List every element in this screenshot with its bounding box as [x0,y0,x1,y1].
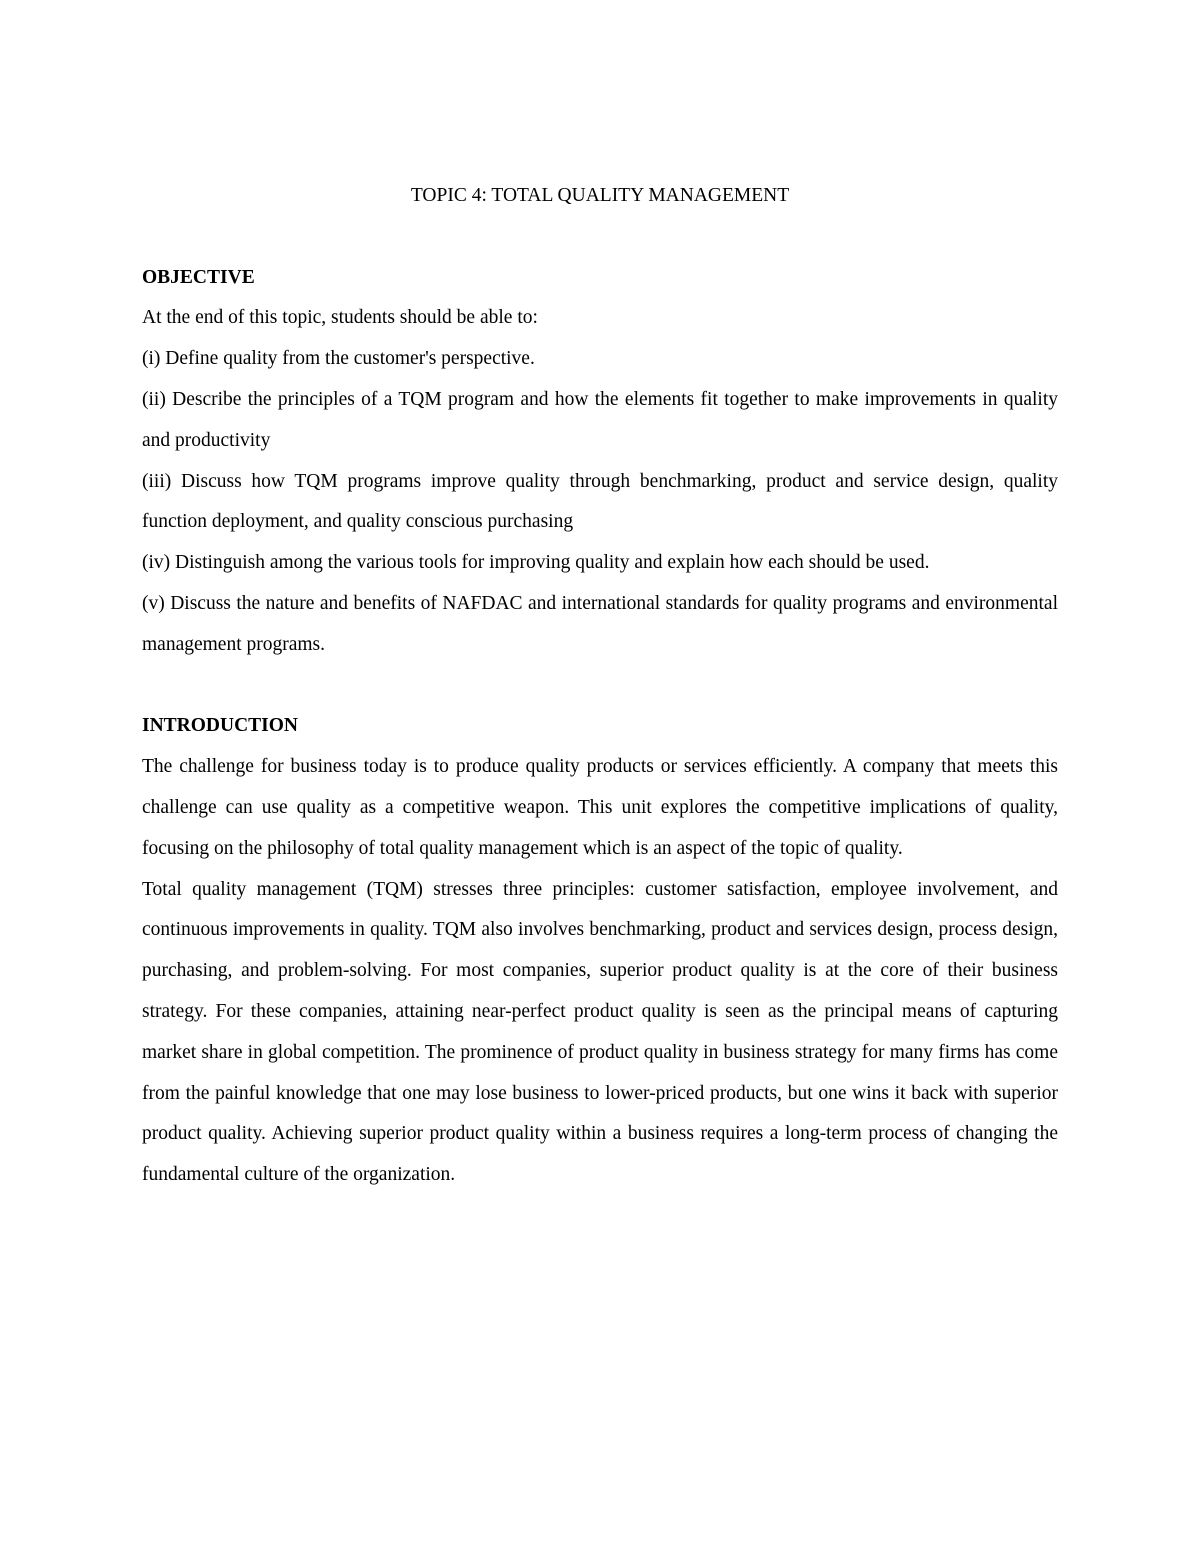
objective-heading: OBJECTIVE [142,266,255,288]
document-body [142,176,1058,1196]
section-spacer [142,666,1058,707]
objective-item: (ii) Describe the principles of a TQM program and how the elements fit together to make improvements in quality and productivity [142,388,1058,451]
introduction-paragraph: Total quality management (TQM) stresses three principles: customer satisfaction, employee involvement, and continuous improvements in quality. TQM also involves benchmarking, product and services design, process design, purchasing, and problem-solving. For most companies, superior product quality is at the core of their business strategy. For these companies, attaining near-perfect product quality is seen as the principal means of capturing market share in global competition. The prominence of product quality in business strategy for many firms has come from the painful knowledge that one may lose business to lower-priced products, but one wins it back with superior product quality. Achieving superior product quality within a business requires a long-term process of changing the fundamental culture of the organization. [142,878,1058,1186]
document-title: TOPIC 4: TOTAL QUALITY MANAGEMENT [410,185,790,206]
objective-item: (iv) Distinguish among the various tools for improving quality and explain how each should be used. [142,552,930,574]
introduction-heading: INTRODUCTION [142,715,299,737]
objective-item: (iii) Discuss how TQM programs improve quality through benchmarking, product and service design, quality function deployment, and quality conscious purchasing [142,470,1058,533]
introduction-paragraph: The challenge for business today is to produce quality products or services efficiently. A company that meets this challenge can use quality as a competitive weapon. This unit explores the competitive implications of quality, focusing on the philosophy of total quality management which is an aspect of the topic of quality. [142,756,1058,859]
objectives-list [142,339,1058,665]
objective-item: (i) Define quality from the customer's perspective. [142,348,535,370]
objective-intro: At the end of this topic, students should be able to: [142,307,538,329]
objective-item: (v) Discuss the nature and benefits of NAFDAC and international standards for quality programs and environmental management programs. [142,592,1058,655]
